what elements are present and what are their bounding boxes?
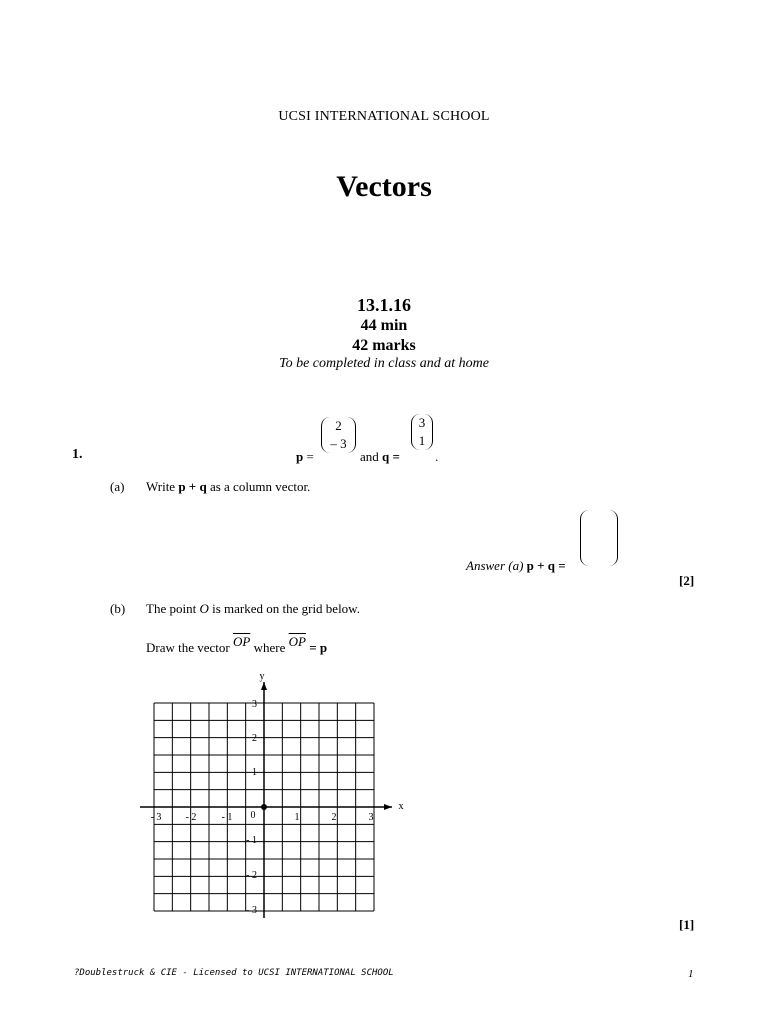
part-b-text-post: is marked on the grid below. — [212, 601, 360, 616]
equals-sign: = — [306, 449, 314, 464]
y-tick-label: - 3 — [246, 905, 257, 916]
part-a-text-pre: Write — [146, 479, 176, 494]
p-vector-bottom: – 3 — [330, 436, 347, 451]
school-name: UCSI INTERNATIONAL SCHOOL — [278, 109, 490, 124]
y-axis-label: y — [259, 671, 265, 682]
worksheet-note: To be completed in class and at home — [279, 356, 489, 371]
y-tick-label: - 2 — [246, 870, 257, 881]
worksheet-duration: 44 min — [360, 317, 408, 334]
sentence-period: . — [435, 449, 439, 464]
draw-pre: Draw the vector — [146, 640, 230, 655]
x-tick-label: 2 — [331, 812, 337, 823]
q-label: q — [382, 449, 390, 464]
x-tick-label: 3 — [368, 812, 374, 823]
and-text: and — [360, 449, 379, 464]
vector-op-2: $\overline{OP}$ — [288, 634, 306, 649]
part-b-label: (b) — [110, 601, 126, 616]
draw-post: = p — [309, 640, 328, 655]
equals-sign-q: = — [392, 449, 400, 464]
y-tick-label: 2 — [252, 733, 257, 744]
worksheet-marks: 42 marks — [352, 337, 416, 354]
page-title: Vectors — [336, 170, 432, 203]
draw-mid: where — [253, 640, 286, 655]
part-a-text-post: as a column vector. — [209, 479, 311, 494]
y-tick-label: 3 — [252, 699, 257, 710]
y-tick-label: - 1 — [246, 835, 257, 846]
part-b-mark: [1] — [679, 917, 695, 932]
worksheet-date: 13.1.16 — [357, 295, 411, 315]
origin-point — [261, 804, 267, 810]
q-vector-top: 3 — [418, 415, 426, 430]
part-a-label: (a) — [110, 479, 125, 494]
q-vector-bottom: 1 — [418, 433, 426, 448]
p-vector-top: 2 — [335, 418, 342, 433]
x-axis-arrow — [384, 804, 392, 810]
x-tick-label: - 2 — [185, 812, 197, 823]
part-b-text-pre: The point — [146, 601, 197, 616]
page-number: 1 — [688, 968, 694, 980]
vector-op: $\overline{OP}$ — [233, 634, 251, 649]
point-o: O — [199, 601, 209, 616]
answer-expr: p + q = — [526, 558, 566, 573]
footer-license: ?Doublestruck & CIE - Licensed to UCSI INTERNATIONAL SCHOOL — [74, 968, 394, 978]
x-tick-label: 1 — [294, 812, 300, 823]
x-tick-label: - 3 — [150, 812, 162, 823]
answer-label: Answer (a) — [466, 558, 524, 573]
y-tick-label: 1 — [252, 767, 257, 778]
part-a-expr: p + q — [178, 479, 207, 494]
origin-label: 0 — [250, 810, 256, 821]
x-axis-label: x — [398, 801, 404, 812]
question-number: 1. — [72, 447, 83, 462]
p-label: p — [296, 449, 304, 464]
y-axis-arrow — [261, 682, 267, 690]
part-a-mark: [2] — [679, 573, 695, 588]
x-tick-label: - 1 — [221, 812, 233, 823]
